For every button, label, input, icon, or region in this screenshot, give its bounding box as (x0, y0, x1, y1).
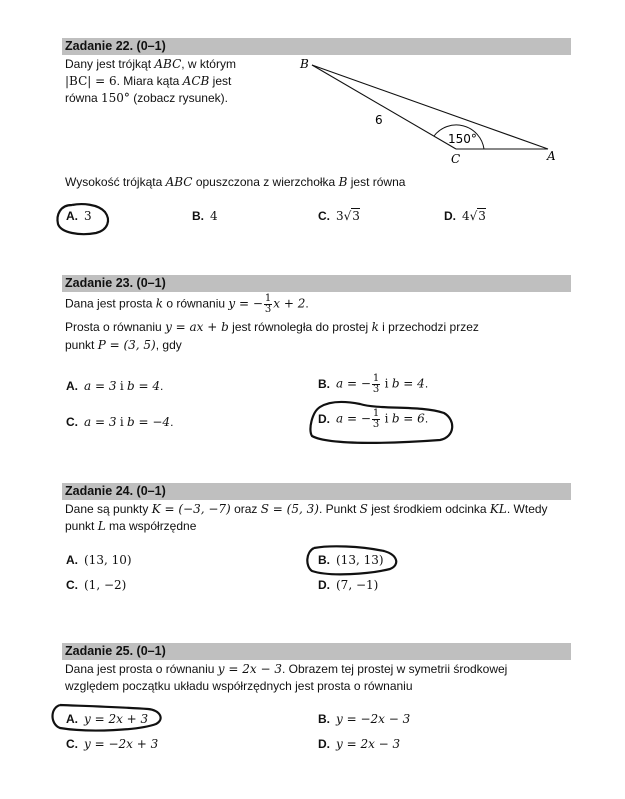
option-radicand: 3 (478, 209, 486, 223)
text: , gdy (155, 338, 182, 352)
task-25-text-line-2: względem początku układu współrzędnych jest prosta o równaniu (65, 679, 413, 693)
math: L (97, 519, 106, 533)
option-label: A. (66, 379, 78, 393)
task-22-question (65, 175, 405, 189)
text: Dany jest trójkąt (65, 57, 155, 71)
text: jest (209, 74, 232, 88)
text: punkt (65, 519, 98, 533)
option-label: C. (66, 415, 78, 429)
task-24-option-b[interactable] (318, 553, 384, 567)
math: ABC (165, 175, 193, 189)
task-25-text-line-1 (65, 662, 507, 676)
option-value: (13, 13) (336, 553, 384, 567)
vertex-b-label: B (300, 57, 309, 71)
text: . Obrazem tej prostej w symetrii środkowej (281, 662, 508, 676)
option-label: B. (318, 553, 330, 567)
task-23-header (62, 275, 571, 292)
text: o równaniu (163, 296, 229, 311)
sqrt-icon: √ (343, 209, 352, 223)
math: ABC (154, 57, 182, 71)
math: k (371, 320, 379, 334)
text: i przechodzi przez (378, 320, 479, 334)
option-a-value: a = − (336, 411, 371, 426)
side-length-label: 6 (375, 113, 383, 127)
task-24-text-line-1 (65, 502, 548, 516)
conjunction: i (119, 379, 124, 393)
task-25-option-c[interactable] (66, 737, 158, 751)
text: Prosta o równaniu (65, 320, 166, 334)
text: punkt (65, 338, 98, 352)
math: y = − (228, 296, 263, 311)
option-a-value: a = 3 (84, 379, 117, 393)
numerator: 1 (372, 373, 380, 384)
text: równa (65, 91, 102, 105)
task-header: Zadanie 24. (0–1) (62, 483, 571, 500)
option-value: (7, −1) (336, 578, 379, 592)
text: jest równoległa do prostej (228, 320, 372, 334)
sqrt-icon: √ (469, 209, 478, 223)
math: |BC| = 6 (65, 74, 117, 88)
math: B (338, 175, 348, 189)
math: k (155, 296, 163, 311)
math: ACB (182, 74, 210, 88)
fraction (372, 374, 380, 395)
math: P = (3, 5) (97, 338, 156, 352)
task-23-option-a[interactable] (66, 379, 163, 393)
conjunction: i (384, 376, 389, 391)
math: S = (5, 3) (260, 502, 319, 516)
math: S (359, 502, 368, 516)
text: jest równa (347, 175, 406, 189)
option-value: (1, −2) (84, 578, 127, 592)
text: . (305, 296, 309, 311)
denominator: 3 (372, 384, 380, 395)
option-b-value: b = −4 (127, 415, 171, 429)
math: x + 2 (273, 296, 306, 311)
task-23-text-line-1 (65, 294, 309, 315)
option-label: B. (192, 209, 204, 223)
option-coef: 4 (462, 209, 470, 223)
task-22-option-b[interactable] (192, 209, 218, 223)
task-23-text-line-2 (65, 320, 479, 334)
option-radicand: 3 (352, 209, 360, 223)
option-b-value: b = 6 (391, 411, 425, 426)
option-label: D. (318, 411, 330, 426)
option-a-value: a = 3 (84, 415, 117, 429)
task-25-option-b[interactable] (318, 712, 410, 726)
task-22-option-c[interactable] (318, 209, 360, 223)
text: . Wtedy (506, 502, 548, 516)
option-label: C. (318, 209, 330, 223)
option-label: B. (318, 376, 330, 391)
task-24-text-line-2 (65, 519, 196, 533)
option-b-value: b = 4 (127, 379, 161, 393)
option-label: B. (318, 712, 330, 726)
option-coef: 3 (336, 209, 344, 223)
option-value: 4 (210, 209, 218, 223)
vertex-c-label: C (451, 152, 461, 166)
task-24-option-d[interactable] (318, 578, 378, 592)
numerator: 1 (264, 293, 272, 304)
conjunction: i (119, 415, 124, 429)
option-label: C. (66, 737, 78, 751)
text: . Miara kąta (116, 74, 183, 88)
task-25-option-d[interactable] (318, 737, 400, 751)
task-22-option-a[interactable] (66, 209, 92, 223)
option-value: y = −2x − 3 (336, 712, 411, 726)
task-22-option-d[interactable] (444, 209, 486, 223)
option-a-value: a = − (336, 376, 371, 391)
task-25-header (62, 643, 571, 660)
conjunction: i (384, 411, 389, 426)
numerator: 1 (372, 408, 380, 419)
math: y = 2x − 3 (217, 662, 282, 676)
side-bc (312, 65, 456, 149)
option-label: A. (66, 553, 78, 567)
text: jest środkiem odcinka (367, 502, 490, 516)
math: KL (489, 502, 507, 516)
text: Dane są punkty (65, 502, 152, 516)
text: , w którym (181, 57, 236, 71)
option-value: 3 (84, 209, 92, 223)
option-label: D. (318, 737, 330, 751)
vertex-a-label: A (547, 149, 556, 163)
text: (zobacz rysunek). (129, 91, 228, 105)
task-23-text-line-3 (65, 338, 182, 352)
math: 150° (101, 91, 130, 105)
text: opuszczona z wierzchołka (192, 175, 339, 189)
task-24-header (62, 483, 571, 500)
text: Dana jest prosta (65, 296, 156, 311)
option-b-value: b = 4 (391, 376, 425, 391)
text: Wysokość trójkąta (65, 175, 166, 189)
task-header: Zadanie 22. (0–1) (62, 38, 571, 55)
option-value: (13, 10) (84, 553, 132, 567)
option-label: D. (318, 578, 330, 592)
option-value: y = 2x + 3 (84, 712, 149, 726)
option-label: A. (66, 209, 78, 223)
task-24-option-a[interactable] (66, 553, 132, 567)
text: . (160, 379, 164, 393)
task-header: Zadanie 25. (0–1) (62, 643, 571, 660)
option-label: C. (66, 578, 78, 592)
denominator: 3 (372, 419, 380, 430)
option-label: A. (66, 712, 78, 726)
task-23-option-d[interactable] (318, 409, 428, 430)
task-25-option-a[interactable] (66, 712, 148, 726)
text: oraz (230, 502, 261, 516)
task-24-option-c[interactable] (66, 578, 126, 592)
option-value: y = −2x + 3 (84, 737, 159, 751)
option-label: D. (444, 209, 456, 223)
task-23-option-c[interactable] (66, 415, 173, 429)
angle-label: 150° (448, 132, 477, 146)
math: K = (−3, −7) (151, 502, 231, 516)
text: . Punkt (318, 502, 360, 516)
math: y = ax + b (165, 320, 229, 334)
task-23-option-b[interactable] (318, 374, 428, 395)
text: . (424, 376, 429, 391)
text: . (170, 415, 174, 429)
text: . (424, 411, 429, 426)
task-header: Zadanie 23. (0–1) (62, 275, 571, 292)
text: ma współrzędne (105, 519, 197, 533)
denominator: 3 (264, 304, 272, 315)
side-ab (312, 65, 548, 149)
fraction (264, 294, 272, 315)
option-value: y = 2x − 3 (336, 737, 401, 751)
text: Dana jest prosta o równaniu (65, 662, 218, 676)
fraction (372, 409, 380, 430)
